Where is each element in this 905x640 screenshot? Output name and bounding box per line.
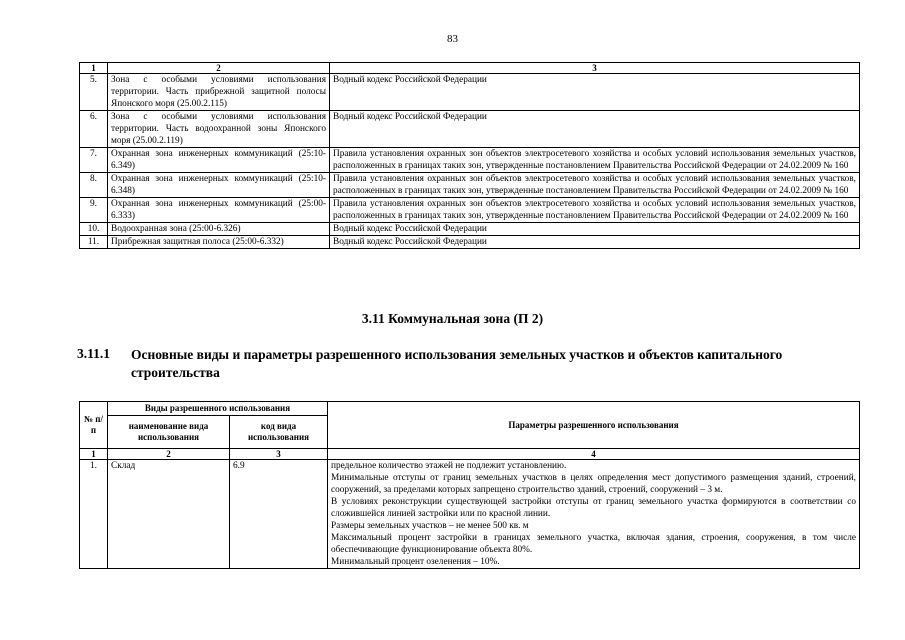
- header-num: № п/п: [80, 402, 108, 449]
- index-cell: 2: [108, 449, 230, 460]
- zone-cell: Прибрежная защитная полоса (25:00-6.332): [108, 236, 330, 249]
- document-cell: Правила установления охранных зон объектов электросетевого хозяйства и особых условий использования земельных участков, расположенных в границах таких зон, утвержденные постановлением Правительства Российской Федерации от 24.02.2009 № 160: [330, 148, 860, 173]
- parameter-line: В условиях реконструкции существующей застройки отступы от границ земельного участка формируются в соответствии со сложившейся линией застройки или по красной линии.: [331, 497, 856, 519]
- table-row: [80, 223, 860, 236]
- table-row: [80, 198, 860, 223]
- header-cell: 3: [330, 63, 860, 74]
- parameter-line: Минимальные отступы от границ земельных участков в целях определения мест допустимого размещения зданий, строений, сооружений, за пределами которых запрещено строительство зданий, строений, сооружений – 3 м.: [331, 473, 856, 495]
- permitted-use-table: [79, 401, 860, 569]
- document-cell: Правила установления охранных зон объектов электросетевого хозяйства и особых условий использования земельных участков, расположенных в границах таких зон, утвержденные постановлением Правительства Российской Федерации от 24.02.2009 № 160: [330, 198, 860, 223]
- table-row: [80, 173, 860, 198]
- zone-cell: Водоохранная зона (25:00-6.326): [108, 223, 330, 236]
- row-number: 1.: [80, 460, 108, 569]
- index-cell: 3: [230, 449, 328, 460]
- document-cell: Водный кодекс Российской Федерации: [330, 74, 860, 111]
- row-number: 9.: [80, 198, 108, 223]
- table-row: [80, 148, 860, 173]
- subsection-number: 3.11.1: [77, 346, 111, 361]
- row-number: 5.: [80, 74, 108, 111]
- table-row: [80, 460, 860, 569]
- zone-cell: Охранная зона инженерных коммуникаций (25:10-6.349): [108, 148, 330, 173]
- zone-cell: Зона с особыми условиями использования территории. Часть прибрежной защитной полосы Японского моря (25.00.2.115): [108, 74, 330, 111]
- row-number: 7.: [80, 148, 108, 173]
- header-params: Параметры разрешенного использования: [328, 402, 860, 449]
- index-cell: 4: [328, 449, 860, 460]
- row-number: 11.: [80, 236, 108, 249]
- page-number: 83: [447, 33, 458, 45]
- index-cell: 1: [80, 449, 108, 460]
- parameter-line: Максимальный процент застройки в границах земельного участка, включая здания, строения, сооружения, в том числе обеспечивающие функционирование объекта 80%.: [331, 533, 856, 555]
- row-number: 6.: [80, 111, 108, 148]
- table-header-row: [80, 402, 860, 416]
- zone-cell: Охранная зона инженерных коммуникаций (25:00-6.333): [108, 198, 330, 223]
- use-code: 6.9: [230, 460, 328, 569]
- parameter-line: предельное количество этажей не подлежит установлению.: [331, 461, 567, 471]
- section-title: 3.11 Коммунальная зона (П 2): [361, 311, 544, 326]
- document-cell: Правила установления охранных зон объектов электросетевого хозяйства и особых условий использования земельных участков, расположенных в границах таких зон, утвержденные постановлением Правительства Российской Федерации от 24.02.2009 № 160: [330, 173, 860, 198]
- zone-cell: Охранная зона инженерных коммуникаций (25:10-6.348): [108, 173, 330, 198]
- table-header-row: [80, 63, 860, 74]
- document-cell: Водный кодекс Российской Федерации: [330, 223, 860, 236]
- row-number: 10.: [80, 223, 108, 236]
- table-row: [80, 111, 860, 148]
- document-cell: Водный кодекс Российской Федерации: [330, 236, 860, 249]
- use-name: Склад: [108, 460, 230, 569]
- header-name: наименование вида использования: [108, 415, 230, 448]
- subsection-title: Основные виды и параметры разрешенного использования земельных участков и объектов капитального строительства: [131, 347, 783, 380]
- header-code: код вида использования: [230, 415, 328, 448]
- table-index-row: [80, 449, 860, 460]
- zone-cell: Зона с особыми условиями использования территории. Часть водоохранной зоны Японского моря (25.00.2.119): [108, 111, 330, 148]
- header-cell: 2: [108, 63, 330, 74]
- use-parameters: [328, 460, 860, 569]
- table-row: [80, 236, 860, 249]
- restrictions-table: [79, 62, 860, 249]
- row-number: 8.: [80, 173, 108, 198]
- header-group: Виды разрешенного использования: [108, 402, 328, 416]
- parameter-line: Минимальный процент озеленения – 10%.: [331, 557, 500, 567]
- parameter-line: Размеры земельных участков – не менее 500 кв. м: [331, 521, 529, 531]
- document-cell: Водный кодекс Российской Федерации: [330, 111, 860, 148]
- table-row: [80, 74, 860, 111]
- header-cell: 1: [80, 63, 108, 74]
